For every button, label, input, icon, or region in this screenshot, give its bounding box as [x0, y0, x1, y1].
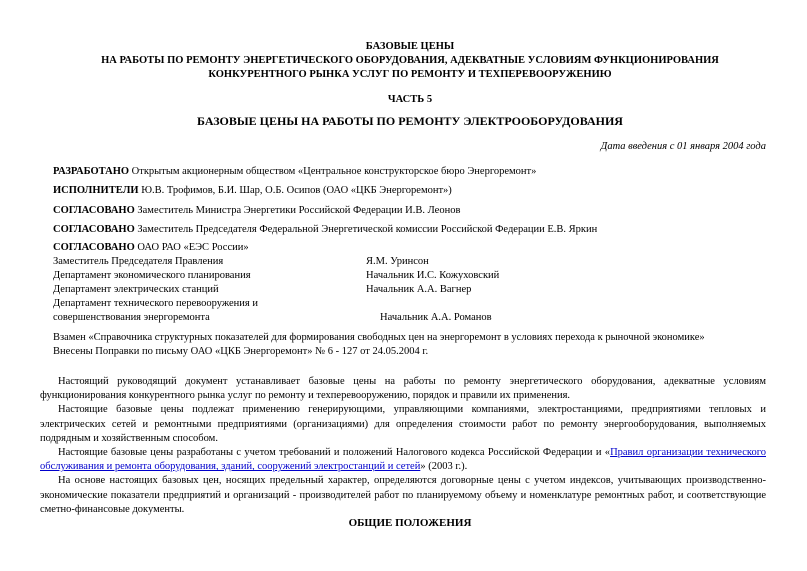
executors-text: Ю.В. Трофимов, Б.И. Шар, О.Б. Осипов (ОАО «ЦКБ Энергоремонт»): [141, 185, 452, 196]
org-row-position: совершенствования энергоремонта: [53, 312, 210, 323]
paragraph-3-text-after: » (2003 г.).: [420, 461, 468, 473]
body-paragraph-1: Настоящий руководящий документ устанавливает базовые цены на работы по ремонту энергетического оборудования, адекватные условиям функционирования конкурентного рынка услуг по ремонту и техперевооружению, порядок и правили их применения.: [40, 376, 766, 402]
agreed-text-2: Заместитель Председателя Федеральной Энергетической комиссии Российской Федерации Е.В. Яркин: [137, 224, 598, 235]
org-row: [53, 283, 753, 297]
body-paragraph-2: Настоящие базовые цены подлежат применению генерирующими, управляющими компаниями, электростанциями, предприятиями тепловых и электрических сетей и ремонтными предприятиями (организациями) для определения стоимости работ по ремонту энергооборудования, выполняемых подрядным и хозяйственным способом.: [40, 404, 766, 444]
executors-label: ИСПОЛНИТЕЛИ: [53, 185, 139, 196]
agreed-block-3: [53, 241, 753, 325]
developed-label: РАЗРАБОТАНО: [53, 166, 130, 177]
agreed-line-3: [53, 241, 753, 255]
agreed-label-3: СОГЛАСОВАНО: [53, 242, 135, 253]
paragraph-3-text-before: Настоящие базовые цены разработаны с учетом требований и положений Налогового кодекса Российской Федерации и «: [58, 447, 611, 459]
agreed-text-3: ОАО РАО «ЕЭС России»: [137, 242, 249, 253]
header-line-2: НА РАБОТЫ ПО РЕМОНТУ ЭНЕРГЕТИЧЕСКОГО ОБОРУДОВАНИЯ, АДЕКВАТНЫЕ УСЛОВИЯМ ФУНКЦИОНИРОВАНИЯ: [101, 55, 719, 66]
part-number: ЧАСТЬ 5: [387, 94, 433, 105]
agreed-label-1: СОГЛАСОВАНО: [53, 205, 135, 216]
org-row-person: Начальник А.А. Вагнер: [366, 284, 472, 295]
org-row-position: Департамент электрических станций: [53, 284, 219, 295]
org-row: [53, 297, 753, 311]
general-provisions-heading: ОБЩИЕ ПОЛОЖЕНИЯ: [348, 517, 472, 529]
org-row-position: Заместитель Председателя Правления: [53, 256, 224, 267]
developed-line: [53, 165, 536, 179]
org-row-person: Я.М. Уринсон: [366, 256, 429, 267]
body-paragraph-4: На основе настоящих базовых цен, носящих предельный характер, определяются договорные цены с учетом индексов, учитывающих производственно-экономические показатели предприятий и организаций - производителей работ по планируемому объему и номенклатуре ремонтных работ, и соответствующие сметно-финансовые документы.: [40, 475, 766, 515]
rules-link[interactable]: Правил организации технического обслуживания и ремонта оборудования, зданий, сооружений электростанций и сетей: [40, 447, 766, 473]
header-line-3: КОНКУРЕНТНОГО РЫНКА УСЛУГ ПО РЕМОНТУ И ТЕХПЕРЕВООРУЖЕНИЮ: [208, 69, 612, 80]
org-row-person: Начальник И.С. Кожуховский: [366, 270, 500, 281]
agreed-line-2: [53, 223, 597, 237]
agreed-line-1: [53, 204, 460, 218]
part-title: БАЗОВЫЕ ЦЕНЫ НА РАБОТЫ ПО РЕМОНТУ ЭЛЕКТРООБОРУДОВАНИЯ: [197, 114, 623, 128]
agreed-text-1: Заместитель Министра Энергетики Российской Федерации И.В. Леонов: [137, 205, 461, 216]
executors-line: [53, 184, 452, 198]
header-line-1: БАЗОВЫЕ ЦЕНЫ: [365, 41, 455, 52]
document-header: [40, 40, 780, 82]
replacement-note: [53, 331, 705, 359]
body-paragraph-3: [40, 446, 766, 474]
replacement-line: Взамен «Справочника структурных показателей для формирования свободных цен на энергоремонт в условиях перехода к рыночной экономике»: [53, 332, 705, 343]
org-row-position: Департамент экономического планирования: [53, 270, 251, 281]
document-body: [40, 375, 766, 517]
agreed-label-2: СОГЛАСОВАНО: [53, 224, 135, 235]
org-row: [53, 255, 753, 269]
org-row: [53, 311, 753, 325]
org-row: [53, 269, 753, 283]
amendment-line: Внесены Поправки по письму ОАО «ЦКБ Энергоремонт» № 6 - 127 от 24.05.2004 г.: [53, 346, 429, 357]
org-row-position: Департамент технического перевооружения и: [53, 298, 258, 309]
org-row-person: Начальник А.А. Романов: [380, 312, 492, 323]
effective-date: Дата введения с 01 января 2004 года: [600, 141, 766, 152]
developed-text: Открытым акционерным обществом «Центральное конструкторское бюро Энергоремонт»: [131, 166, 537, 177]
